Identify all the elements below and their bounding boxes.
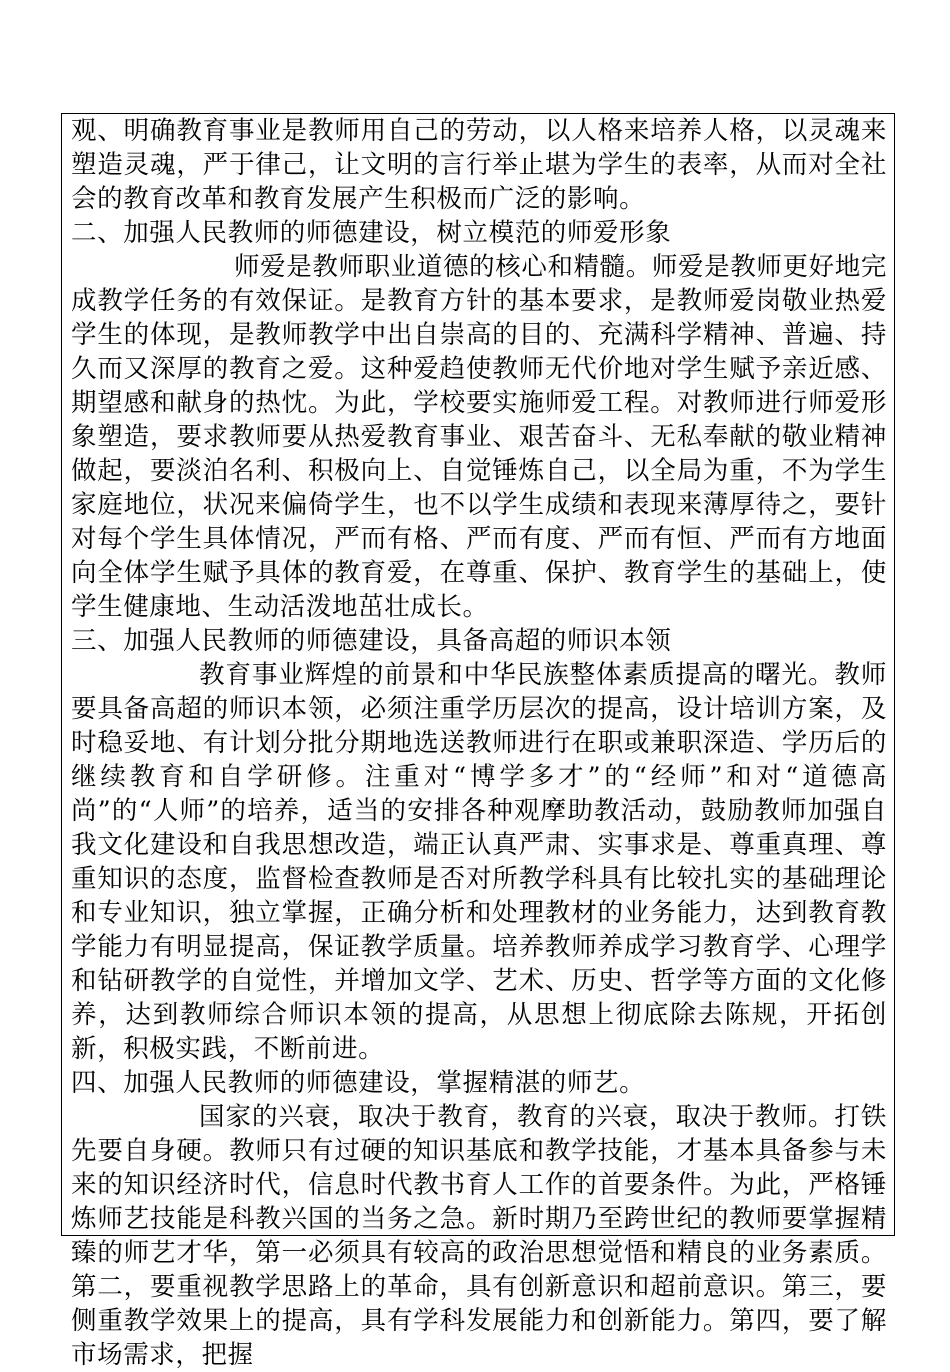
document-body: [71, 114, 887, 1372]
section-heading-4: 四、加强人民教师的师德建设，掌握精湛的师艺。: [71, 1068, 646, 1098]
paragraph-teacher-love: 师爱是教师职业道德的核心和精髓。师爱是教师更好地完成教学任务的有效保证。是教育方针的基本要求，是教师爱岗敬业热爱学生的体现，是教师教学中出自崇高的目的、充满科学精神、普遍、持久而又深厚的教育之爱。这种爱趋使教师无代价地对学生赋予亲近感、期望感和献身的热忱。为此，学校要实施师爱工程。对教师进行师爱形象塑造，要求教师要从热爱教育事业、艰苦奋斗、无私奉献的敬业精神做起，要淡泊名利、积极向上、自觉锤炼自己，以全局为重，不为学生家庭地位，状况来偏倚学生，也不以学生成绩和表现来薄厚待之，要针对每个学生具体情况，严而有格、严而有度、严而有恒、严而有方地面向全体学生赋予具体的教育爱，在尊重、保护、教育学生的基础上，使学生健康地、生动活泼地茁壮成长。: [71, 252, 887, 622]
paragraph-teacher-skill: 国家的兴衰，取决于教育，教育的兴衰，取决于教师。打铁先要自身硬。教师只有过硬的知识基底和教学技能，才基本具备参与未来的知识经济时代，信息时代教书育人工作的首要条件。为此，严格锤炼师艺技能是科教兴国的当务之急。新时期乃至跨世纪的教师要掌握精臻的师艺才华，第一必须具有较高的政治思想觉悟和精良的业务素质。第二，要重视教学思路上的革命，具有创新意识和超前意识。第三，要侧重教学效果上的提高，具有学科发展能力和创新能力。第四，要了解市场需求，把握: [71, 1102, 887, 1370]
section-heading-3: 三、加强人民教师的师德建设，具备高超的师识本领: [71, 626, 672, 656]
section-heading-2: 二、加强人民教师的师德建设，树立模范的师爱形象: [71, 218, 672, 248]
paragraph-continuation: 观、明确教育事业是教师用自己的劳动，以人格来培养人格，以灵魂来塑造灵魂，严于律己，让文明的言行举止堪为学生的表率，从而对全社会的教育改革和教育发展产生积极而广泛的影响。: [71, 116, 887, 214]
paragraph-teacher-knowledge: 教育事业辉煌的前景和中华民族整体素质提高的曙光。教师要具备高超的师识本领，必须注重学历层次的提高，设计培训方案，及时稳妥地、有计划分批分期地选送教师进行在职或兼职深造、学历后的继续教育和自学研修。注重对“博学多才”的“经师”和对“道德高尚”的“人师”的培养，适当的安排各种观摩助教活动，鼓励教师加强自我文化建设和自我思想改造，端正认真严肃、实事求是、尊重真理、尊重知识的态度，监督检查教师是否对所教学科具有比较扎实的基础理论和专业知识，独立掌握，正确分析和处理教材的业务能力，达到教育教学能力有明显提高，保证教学质量。培养教师养成学习教育学、心理学和钻研教学的自觉性，并增加文学、艺术、历史、哲学等方面的文化修养，达到教师综合师识本领的提高，从思想上彻底除去陈规，开拓创新，积极实践，不断前进。: [71, 660, 887, 1064]
document-frame: [61, 113, 895, 1370]
